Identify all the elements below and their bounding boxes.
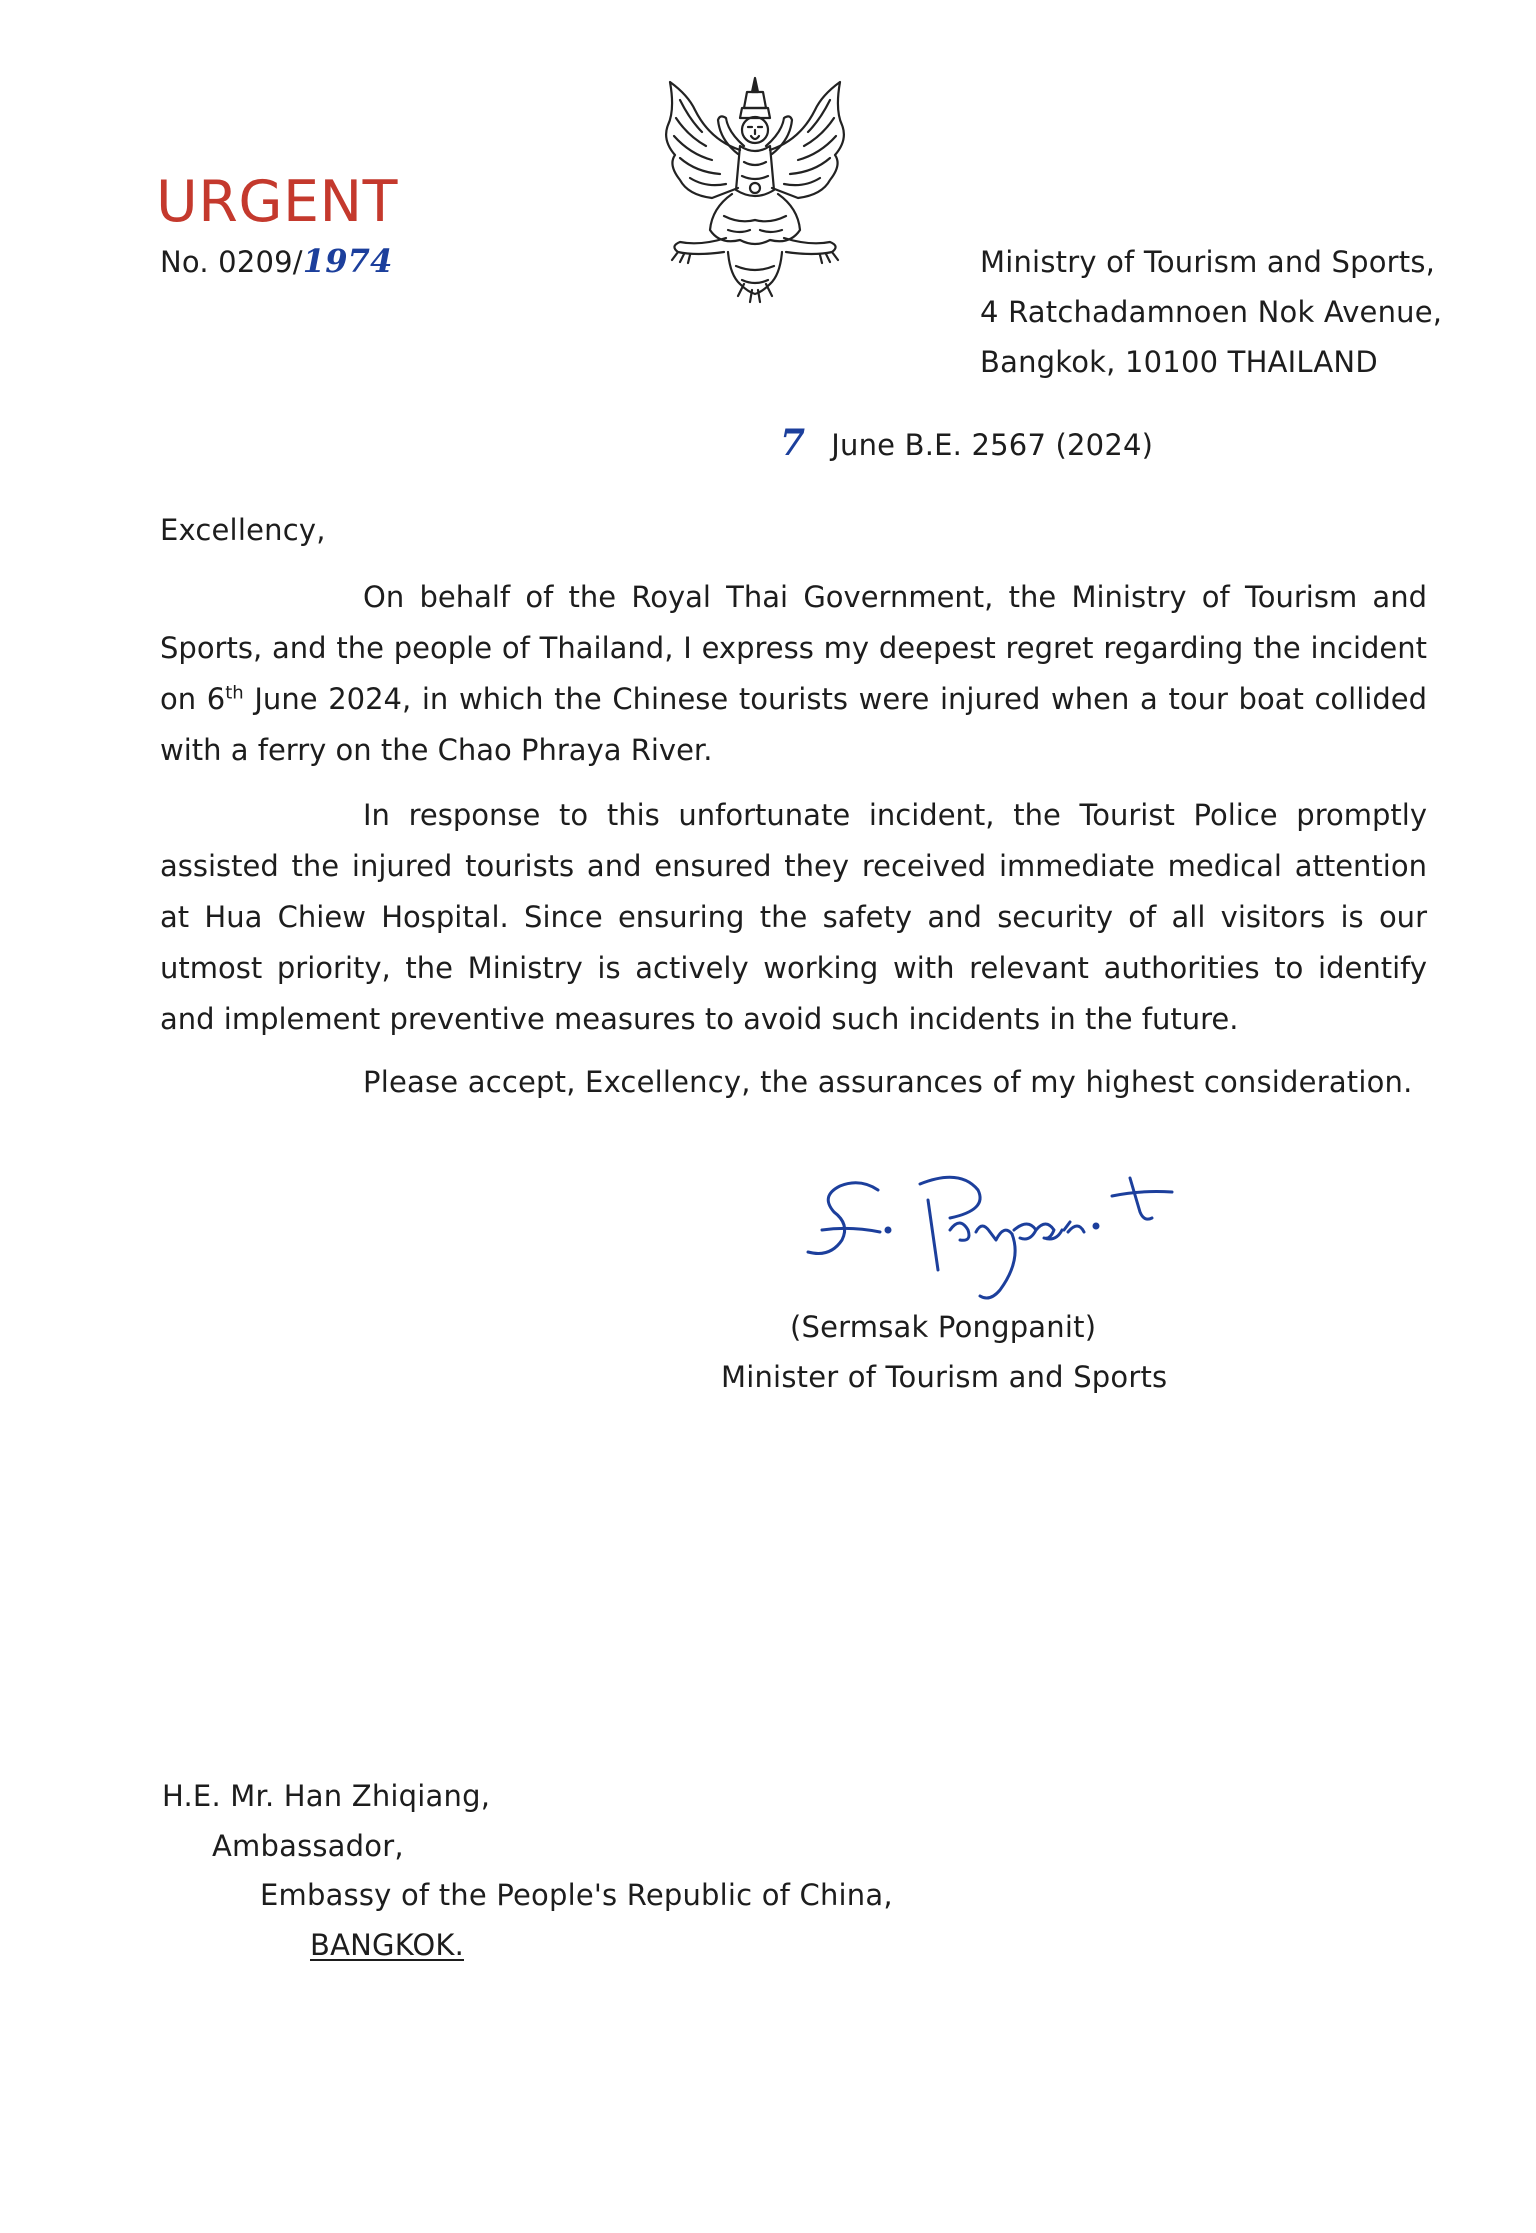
garuda-emblem-icon	[640, 70, 870, 310]
date-day-handwritten: 7	[780, 422, 806, 464]
address-line: 4 Ratchadamnoen Nok Avenue,	[980, 295, 1443, 329]
body-paragraph-1	[160, 572, 1427, 776]
urgent-label: URGENT	[156, 169, 398, 235]
sender-address	[980, 237, 1442, 387]
para1-superscript: th	[225, 682, 244, 704]
letter-date	[780, 424, 1153, 464]
signer-title: Minister of Tourism and Sports	[721, 1360, 1168, 1394]
salutation: Excellency,	[160, 513, 326, 547]
para1-text-end: June 2024, in which the Chinese tourists were injured when a tour boat collided with a ferry on the Chao Phraya River.	[160, 682, 1428, 767]
closing-line: Please accept, Excellency, the assurances of my highest consideration.	[363, 1065, 1413, 1099]
recipient-city: BANGKOK.	[310, 1928, 464, 1962]
reference-number	[160, 242, 393, 281]
handwritten-signature	[800, 1160, 1190, 1305]
address-line: Bangkok, 10100 THAILAND	[980, 345, 1378, 379]
para2-text: In response to this unfortunate incident, the Tourist Police promptly assisted the injured tourists and ensured they received immediate medical attention at Hua Chiew Hospital. Since ensuring the safety and security of all visitors is our utmost priority, the Ministry is actively working with relevant authorities to identify and implement preventive measures to avoid such incidents in the future.	[160, 798, 1427, 1036]
recipient-embassy: Embassy of the People's Republic of China,	[260, 1878, 893, 1912]
body-paragraph-2	[160, 790, 1427, 1045]
reference-handwritten-number: 1974	[302, 242, 393, 280]
address-line: Ministry of Tourism and Sports,	[980, 245, 1436, 279]
date-month-year: June B.E. 2567 (2024)	[831, 428, 1154, 462]
recipient-name: H.E. Mr. Han Zhiqiang,	[162, 1779, 491, 1813]
recipient-position: Ambassador,	[212, 1829, 404, 1863]
para1-text-start: On behalf of the Royal Thai Government, the Ministry of Tourism and Sports, and the people of Thailand, I express my deepest regret regarding the incident on 6	[160, 580, 1427, 716]
signer-name: (Sermsak Pongpanit)	[790, 1310, 1097, 1344]
reference-prefix: No. 0209/	[160, 245, 303, 279]
